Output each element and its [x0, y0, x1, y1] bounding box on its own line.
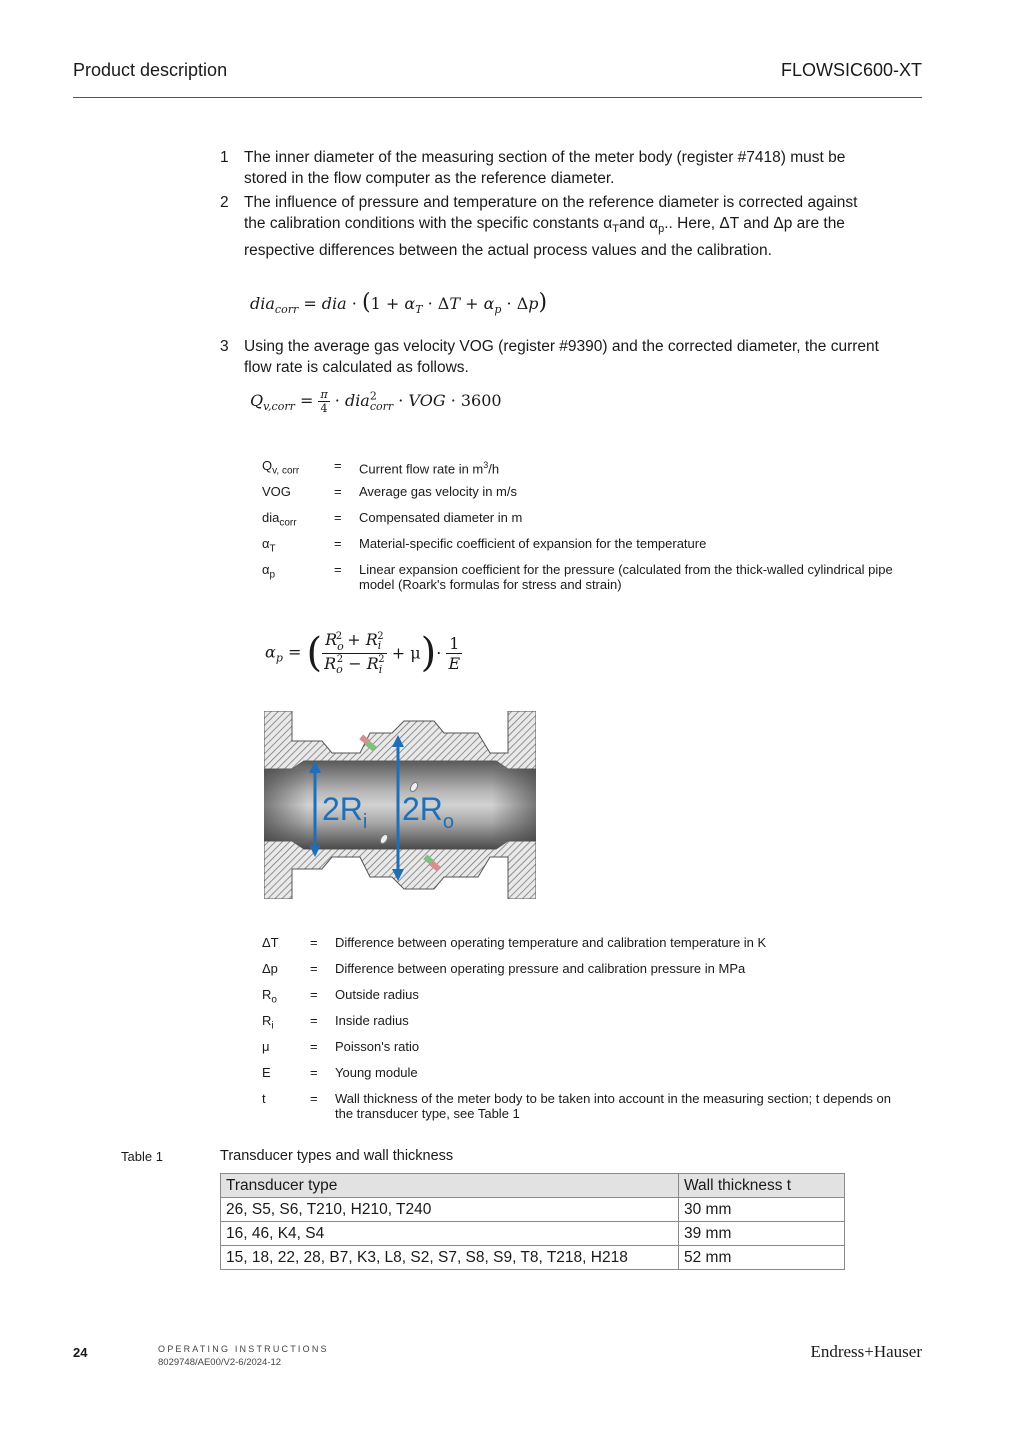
definition-symbol: $\alpha_T$ — [262, 536, 276, 555]
definition-symbol: Δp — [262, 961, 278, 976]
footer-page-number: 24 — [73, 1345, 88, 1360]
definition-text: Current flow rate in $m^3/h$ — [359, 460, 500, 477]
table-row — [221, 1222, 845, 1246]
subscript: p — [658, 223, 665, 236]
step-number: 1 — [220, 149, 229, 166]
figure-label-inner: $2R_i$ — [322, 791, 368, 833]
header-divider — [73, 97, 922, 98]
subscript: T — [612, 223, 619, 236]
table-cell: 15, 18, 22, 28, B7, K3, L8, S2, S7, S8, S9, T8, T218, H218 — [221, 1246, 679, 1270]
definition-row — [262, 987, 902, 1013]
definition-symbol: ΔT — [262, 935, 279, 950]
step-2 — [220, 192, 880, 261]
step-text — [244, 192, 880, 261]
header-section-title: Product description — [73, 60, 228, 80]
table-header-row — [221, 1174, 845, 1198]
definition-symbol: $Q_{v, corr}$ — [262, 458, 300, 477]
definition-row — [262, 1065, 902, 1091]
definition-equals: = — [334, 510, 342, 525]
definitions-parameters — [262, 935, 902, 1131]
definition-text: Poisson's ratio — [335, 1039, 420, 1054]
definition-equals: = — [334, 484, 342, 499]
definition-equals: = — [334, 458, 342, 473]
definition-equals: = — [310, 1065, 318, 1080]
step-text: The inner diameter of the measuring section of the meter body (register #7418) must be stored in the flow computer as the reference diameter. — [244, 149, 846, 187]
definition-text: Material-specific coefficient of expansion for the temperature — [359, 536, 707, 551]
definition-symbol: dia$_{corr}$ — [262, 510, 297, 529]
definition-row — [262, 536, 902, 562]
definition-equals: = — [310, 1039, 318, 1054]
definition-symbol: E — [262, 1065, 271, 1080]
definition-row — [262, 458, 902, 484]
definition-equals: = — [310, 935, 318, 950]
definition-equals: = — [310, 961, 318, 976]
definition-text: Average gas velocity in m/s — [359, 484, 517, 499]
table-cell: 26, S5, S6, T210, H210, T240 — [221, 1198, 679, 1222]
step-number: 3 — [220, 338, 229, 355]
definition-symbol: VOG — [262, 484, 291, 499]
definition-equals: = — [334, 562, 342, 577]
table-cell: 30 mm — [679, 1198, 845, 1222]
definition-row — [262, 484, 902, 510]
definition-text: Young module — [335, 1065, 418, 1080]
definition-equals: = — [310, 987, 318, 1002]
step-text-part: and α — [618, 215, 659, 232]
definition-row — [262, 1091, 902, 1131]
definition-row — [262, 935, 902, 961]
step-text-part: .. Here, ΔT and Δp are the respective differences between the actual process values and the calibration. — [244, 215, 845, 260]
definition-text: Difference between operating pressure and calibration pressure in MPa — [335, 961, 746, 976]
definition-equals: = — [334, 536, 342, 551]
definition-text: Inside radius — [335, 1013, 409, 1028]
formula-alpha-p: $\alpha_p$ = ( $\frac{R_o^2 + R_i^2}{R_o^2 - R_i^2}$ + μ)· $\frac{1}{E}$ — [265, 630, 461, 676]
table-cell: 52 mm — [679, 1246, 845, 1270]
table-caption: Transducer types and wall thickness — [220, 1148, 454, 1164]
definition-equals: = — [310, 1091, 318, 1106]
step-text-part: The influence of pressure and temperature on the reference diameter is corrected against the calibration conditions with the specific constants α — [244, 194, 858, 232]
definitions-flow — [262, 458, 902, 602]
formula-dia-corr: dia$_{corr}$ = dia · $(1 + \alpha_T \cdot \Delta T + \alpha_p \cdot \Delta p)$ — [250, 290, 548, 317]
footer-document-type: OPERATING INSTRUCTIONS — [158, 1344, 329, 1354]
definition-text: Outside radius — [335, 987, 419, 1002]
definition-row — [262, 510, 902, 536]
definition-row — [262, 1013, 902, 1039]
footer-brand-logo: Endress+Hauser — [810, 1342, 922, 1361]
definition-symbol: $R_o$ — [262, 987, 277, 1006]
transducer-table — [220, 1173, 845, 1270]
definition-symbol: $R_i$ — [262, 1013, 274, 1032]
header-product-name: FLOWSIC600-XT — [780, 60, 922, 80]
definition-row — [262, 961, 902, 987]
step-text: Using the average gas velocity VOG (register #9390) and the corrected diameter, the current flow rate is calculated as follows. — [244, 338, 879, 376]
table-header-cell: Wall thickness t — [679, 1174, 845, 1198]
definition-row — [262, 562, 902, 602]
step-number: 2 — [220, 194, 229, 211]
table-row — [221, 1246, 845, 1270]
step-1 — [220, 147, 880, 189]
table-header-cell: Transducer type — [221, 1174, 679, 1198]
table-row — [221, 1198, 845, 1222]
definition-symbol: μ — [262, 1039, 270, 1054]
definition-symbol: $\alpha_p$ — [262, 562, 276, 581]
meter-body-cross-section-figure — [264, 711, 536, 899]
definition-text: Linear expansion coefficient for the pressure (calculated from the thick-walled cylindrical pipe model (Roark's formulas for stress and strain) — [359, 562, 893, 592]
formula-q-v-corr: $Q_{v,corr}$ = $\frac{\pi}{4}$ · dia$^2_{corr}$ · VOG · 3600 — [250, 388, 502, 415]
footer-document-code: 8029748/AE00/V2-6/2024-12 — [158, 1357, 282, 1368]
table-cell: 39 mm — [679, 1222, 845, 1246]
table-cell: 16, 46, K4, S4 — [221, 1222, 679, 1246]
step-3 — [220, 336, 880, 378]
figure-label-outer: $2R_o$ — [402, 791, 455, 833]
definition-symbol: t — [262, 1091, 266, 1106]
definition-text: Difference between operating temperature and calibration temperature in K — [335, 935, 767, 950]
definition-text: Compensated diameter in m — [359, 510, 523, 525]
definition-row — [262, 1039, 902, 1065]
definition-equals: = — [310, 1013, 318, 1028]
definition-text: Wall thickness of the meter body to be taken into account in the measuring section; t depends on the transducer type, see Table 1 — [335, 1091, 891, 1121]
table-label: Table 1 — [121, 1149, 163, 1164]
